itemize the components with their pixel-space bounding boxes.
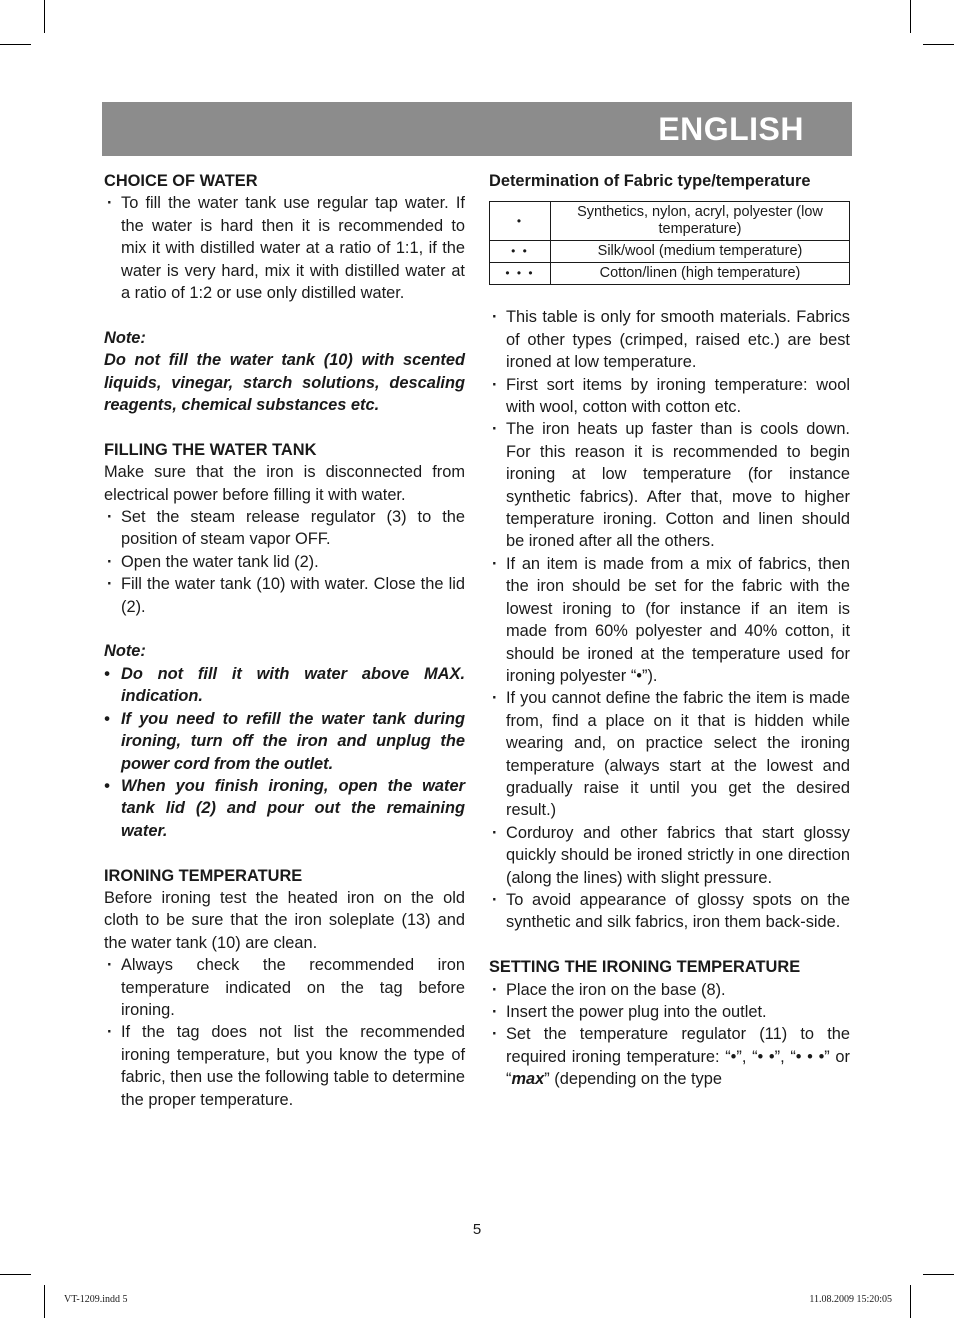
note-text: Do not fill the water tank (10) with scented liquids, vinegar, starch solutions, descaling reagents, chemical substances etc. bbox=[104, 351, 465, 415]
section-heading-temperature: IRONING TEMPERATURE bbox=[104, 866, 303, 885]
setting-text-prefix: Set the temperature regulator (11) to the required ironing temperature: “•”, “• •”, “• • •” or “ bbox=[506, 1025, 850, 1089]
list-item: · Corduroy and other fabrics that start glossy quickly should be ironed strictly in one direction (along the lines) with slight pressure. bbox=[489, 822, 850, 889]
print-slug-date: 11.08.2009 15:20:05 bbox=[809, 1294, 892, 1305]
temperature-dots: • • • bbox=[490, 263, 551, 285]
temperature-dots: • • bbox=[490, 241, 551, 263]
language-header-bar bbox=[102, 102, 852, 156]
section-heading-tank: FILLING THE WATER TANK bbox=[104, 440, 317, 459]
crop-mark bbox=[923, 44, 954, 45]
table-row bbox=[490, 241, 850, 263]
tank-list bbox=[104, 506, 465, 618]
print-slug-file: VT-1209.indd 5 bbox=[64, 1294, 128, 1305]
list-item: · First sort items by ironing temperature: wool with wool, cotton with cotton etc. bbox=[489, 374, 850, 419]
table-row bbox=[490, 263, 850, 285]
note-label: Note: bbox=[104, 328, 146, 347]
paragraph: Before ironing test the heated iron on the old cloth to be sure that the iron soleplate (13) and the water tank (10) are clean. bbox=[104, 888, 465, 952]
crop-mark bbox=[910, 0, 911, 33]
crop-mark bbox=[923, 1274, 954, 1275]
crop-mark bbox=[44, 0, 45, 33]
list-item: · Set the steam release regulator (3) to the position of steam vapor OFF. bbox=[104, 506, 465, 551]
list-item: · The iron heats up faster than is cools down. For this reason it is recommended to begin ironing at low temperature (for instance synthetic fabrics). After that, move to higher temperature ironing. Cotton and linen should be ironed after all the others. bbox=[489, 418, 850, 552]
section-heading-setting: SETTING THE IRONING TEMPERATURE bbox=[489, 958, 801, 977]
right-column bbox=[489, 170, 850, 1091]
list-item: · If an item is made from a mix of fabrics, then the iron should be set for the fabric with the lowest ironing to (for instance if an item is made from 60% polyester and 40% cotton, it should be ironed at the temperature used for ironing polyester “•”). bbox=[489, 553, 850, 687]
setting-text-suffix: ” (depending on the type bbox=[544, 1070, 722, 1089]
list-item: • When you finish ironing, open the water tank lid (2) and pour out the remaining water. bbox=[104, 775, 465, 842]
fabric-description: Synthetics, nylon, acryl, polyester (low temperature) bbox=[551, 202, 850, 241]
note-list bbox=[104, 663, 465, 842]
temperature-list bbox=[104, 954, 465, 1111]
list-item: · Insert the power plug into the outlet. bbox=[489, 1001, 850, 1023]
list-item: • Do not fill it with water above MAX. indication. bbox=[104, 663, 465, 708]
fabric-tips-list bbox=[489, 306, 850, 933]
water-list bbox=[104, 192, 465, 304]
crop-mark bbox=[0, 44, 31, 45]
list-item: · Always check the recommended iron temperature indicated on the tag before ironing. bbox=[104, 954, 465, 1021]
fabric-description: Cotton/linen (high temperature) bbox=[551, 263, 850, 285]
page-title: ENGLISH bbox=[658, 111, 804, 147]
list-item: · Fill the water tank (10) with water. Close the lid (2). bbox=[104, 573, 465, 618]
list-item: · This table is only for smooth materials. Fabrics of other types (crimped, raised etc.) are best ironed at low temperature. bbox=[489, 306, 850, 373]
paragraph: Make sure that the iron is disconnected from electrical power before filling it with water. bbox=[104, 463, 465, 504]
section-heading-water: CHOICE OF WATER bbox=[104, 172, 258, 190]
fabric-temperature-table bbox=[489, 201, 850, 285]
list-item bbox=[489, 1023, 850, 1090]
list-item: • If you need to refill the water tank during ironing, turn off the iron and unplug the power cord from the outlet. bbox=[104, 708, 465, 775]
list-item: · Place the iron on the base (8). bbox=[489, 979, 850, 1001]
list-item: · If you cannot define the fabric the item is made from, find a place on it that is hidden while wearing and, on practice select the ironing temperature (always start at the lowest and gradually raise it until you get the desired result.) bbox=[489, 687, 850, 821]
page-number: 5 bbox=[472, 1221, 482, 1238]
setting-text-max: max bbox=[511, 1070, 545, 1089]
section-heading-fabric: Determination of Fabric type/temperature bbox=[489, 172, 811, 190]
note-label: Note: bbox=[104, 642, 146, 661]
list-item: · If the tag does not list the recommended ironing temperature, but you know the type of fabric, then use the following table to determine the proper temperature. bbox=[104, 1021, 465, 1111]
crop-mark bbox=[0, 1274, 31, 1275]
temperature-dots: • bbox=[490, 202, 551, 241]
crop-mark bbox=[910, 1285, 911, 1318]
table-row bbox=[490, 202, 850, 241]
list-item: · To fill the water tank use regular tap water. If the water is hard then it is recommended to mix it with distilled water at a ratio of 1:1, if the water is very hard, mix it with distilled water at a ratio of 1:2 or use only distilled water. bbox=[104, 192, 465, 304]
left-column bbox=[104, 170, 465, 1111]
list-item: · Open the water tank lid (2). bbox=[104, 551, 465, 573]
list-item: · To avoid appearance of glossy spots on the synthetic and silk fabrics, iron them back-side. bbox=[489, 889, 850, 934]
fabric-description: Silk/wool (medium temperature) bbox=[551, 241, 850, 263]
crop-mark bbox=[44, 1285, 45, 1318]
setting-list bbox=[489, 979, 850, 1091]
